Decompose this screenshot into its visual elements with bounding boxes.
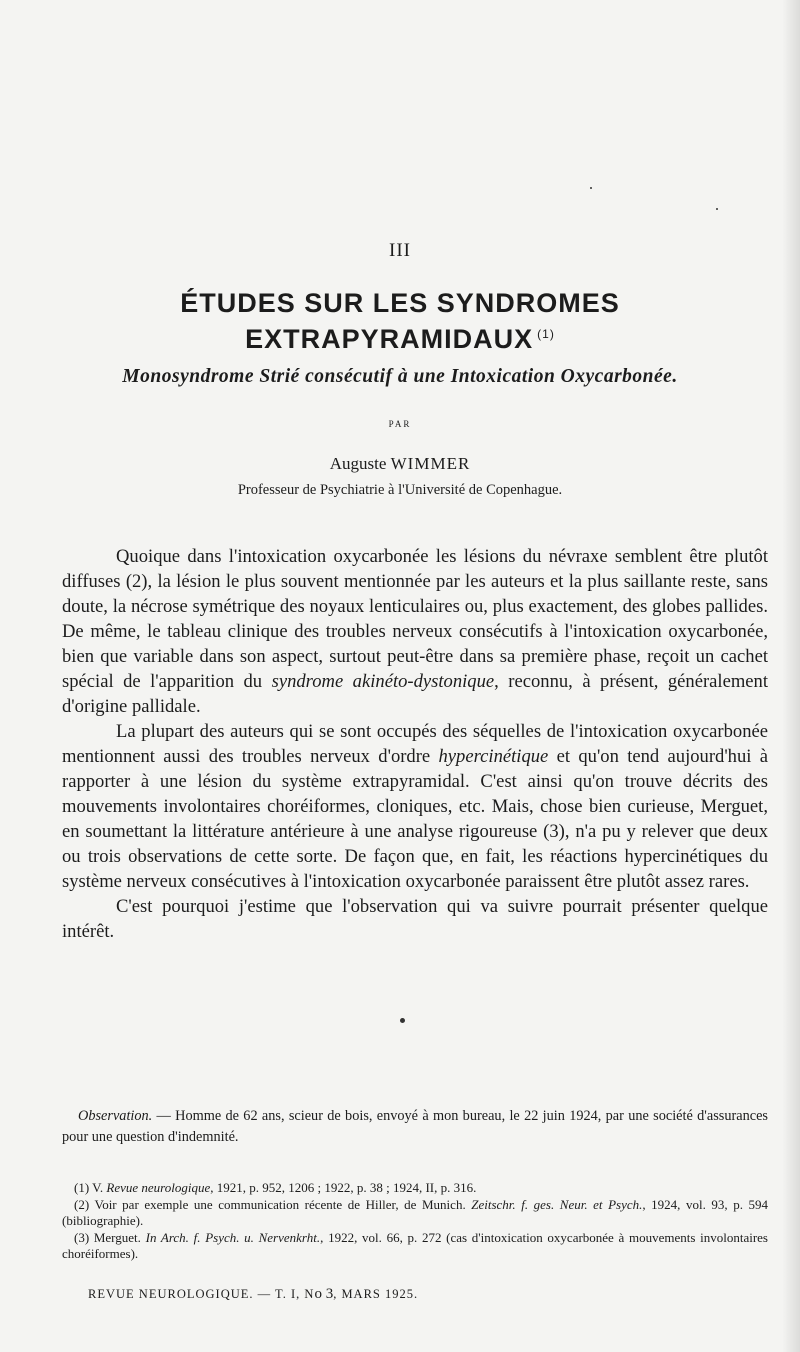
observation-note: [62, 1106, 768, 1148]
print-speck: [400, 1018, 405, 1023]
paragraph-1: Quoique dans l'intoxication oxycarbonée les lésions du névraxe semblent être plutôt diffuses (2), la lésion le plus souvent mentionnée par les auteurs et la plus saillante reste, sans doute, la nécrose symétrique des noyaux lenticulaires ou, plus exactement, des globes pallides. De même, le tableau clinique des troubles nerveux consécutifs à l'intoxication oxycarbonée, bien que variable dans son aspect, surtout peut-être dans sa première phase, reçoit un cachet spécial de l'apparition du syndrome akinéto-dystonique, reconnu, à présent, généralement d'origine pallidale.: [62, 546, 769, 717]
paragraph-3: C'est pourquoi j'estime que l'observation qui va suivre pourrait présenter quelque intérêt.: [62, 896, 768, 942]
article-title-line2: [0, 324, 800, 355]
paragraph-2: La plupart des auteurs qui se sont occupés des séquelles de l'intoxication oxycarbonée mentionnent aussi des troubles nerveux d'ordre hypercinétique et qu'on tend aujourd'hui à rapporter à une lésion du système extrapyramidal. C'est ainsi qu'on trouve décrits des mouvements involontaires choréiformes, cloniques, etc. Mais, chose bien curieuse, Merguet, en soumettant la littérature antérieure à une analyse rigoureuse (3), n'a pu y relever que deux ou trois observations de cette sorte. De façon que, en fait, les réactions hypercinétiques du système nerveux consécutives à l'intoxication oxycarbonée paraissent être plutôt assez rares.: [62, 721, 769, 892]
chapter-number: III: [389, 240, 411, 261]
article-body: [62, 544, 768, 944]
footer-journal: REVUE NEUROLOGIQUE. — T. I, N: [88, 1287, 315, 1302]
author-first-name: Auguste: [329, 454, 387, 473]
print-speck: [716, 208, 718, 210]
observation-label: Observation.: [78, 1108, 153, 1124]
title-text-1: ÉTUDES SUR LES SYNDROMES: [180, 288, 620, 318]
footnote-2: (2) Voir par exemple une communication récente de Hiller, de Munich. Zeitschr. f. ges. Neur. et Psych., 1924, vol. 93, p. 594 (bibliographie).: [62, 1196, 769, 1228]
title-text-2: EXTRAPYRAMIDAUX: [245, 324, 534, 354]
article-subtitle: Monosyndrome Strié consécutif à une Intoxication Oxycarbonée.: [122, 366, 678, 387]
title-footnote-ref: (1): [537, 327, 555, 341]
author-last-name: WIMMER: [390, 454, 471, 473]
author-name: [0, 454, 800, 474]
author-affiliation: Professeur de Psychiatrie à l'Université de Copenhague.: [237, 482, 563, 498]
byline: PAR: [388, 419, 412, 429]
print-speck: [590, 187, 592, 189]
journal-footer: [88, 1285, 418, 1303]
footnotes: [62, 1180, 768, 1263]
page-edge-shadow: [782, 0, 800, 1352]
footnote-3: (3) Merguet. In Arch. f. Psych. u. Nervenkrht., 1922, vol. 66, p. 272 (cas d'intoxication oxycarbonée à mouvements involontaires choréiformes).: [62, 1229, 768, 1261]
footer-date: , MARS 1925.: [333, 1287, 419, 1302]
observation-text: — Homme de 62 ans, scieur de bois, envoyé à mon bureau, le 22 juin 1924, par une société d'assurances pour une question d'indemnité.: [62, 1108, 768, 1145]
footer-number: o 3: [314, 1286, 334, 1303]
article-title-line1: [0, 288, 800, 319]
footnote-1: (1) V. Revue neurologique, 1921, p. 952, 1206 ; 1922, p. 38 ; 1924, II, p. 316.: [74, 1180, 477, 1195]
